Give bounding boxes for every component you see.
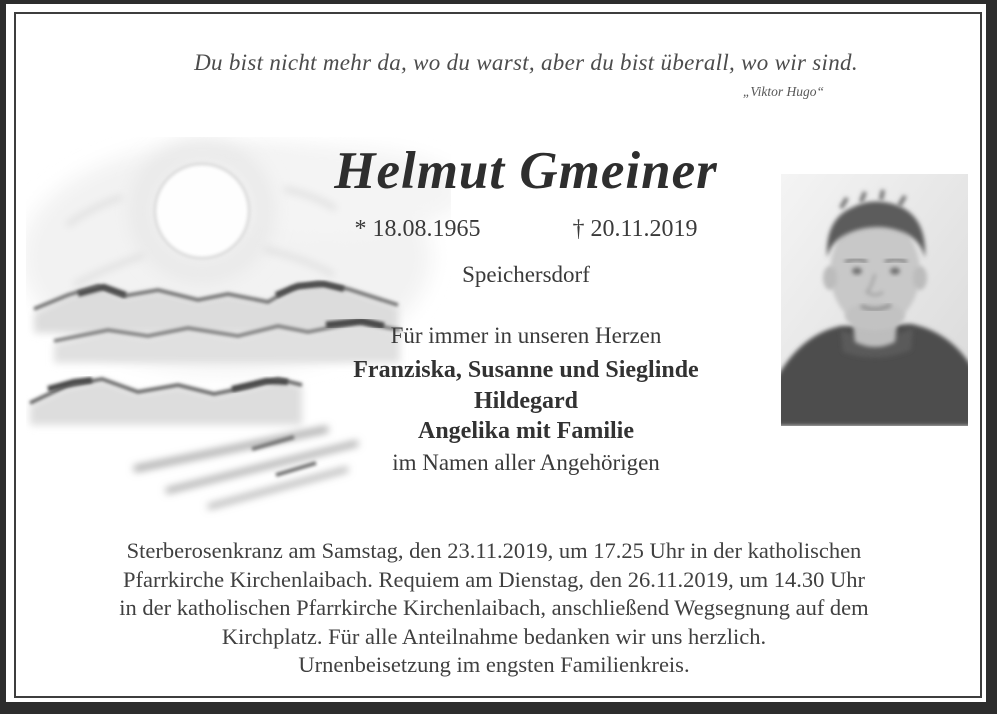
announcement-line: Sterberosenkranz am Samstag, den 23.11.2019, um 17.25 Uhr in der katholischen	[126, 538, 862, 563]
mourning-closing: im Namen aller Angehörigen	[392, 450, 660, 475]
life-dates	[58, 216, 994, 243]
death-date: † 20.11.2019	[572, 216, 698, 242]
residence: Speichersdorf	[462, 262, 590, 287]
announcement-line: Pfarrkirche Kirchenlaibach. Requiem am Dienstag, den 26.11.2019, um 14.30 Uhr	[122, 566, 866, 592]
obituary-card	[6, 4, 986, 702]
mourning-intro: Für immer in unseren Herzen	[390, 323, 662, 348]
announcement-line: Kirchplatz. Für alle Anteilnahme bedanken wir uns herzlich.	[221, 623, 767, 649]
birth-date: * 18.08.1965	[354, 216, 481, 242]
quote-attribution: „Viktor Hugo“	[742, 84, 824, 99]
deceased-name: Helmut Gmeiner	[334, 142, 718, 200]
announcement-line: in der katholischen Pfarrkirche Kirchenlaibach, anschließend Wegsegnung auf dem	[119, 595, 869, 620]
memorial-quote: Du bist nicht mehr da, wo du warst, aber du bist überall, wo wir sind.	[194, 50, 858, 75]
announcement-line: Urnenbeisetzung im engsten Familienkreis.	[298, 652, 690, 677]
mourner-names-line: Angelika mit Familie	[418, 418, 634, 444]
mourner-names-line: Hildegard	[473, 388, 578, 414]
funeral-announcement	[26, 537, 962, 680]
mourner-names-line: Franziska, Susanne und Sieglinde	[353, 357, 699, 383]
